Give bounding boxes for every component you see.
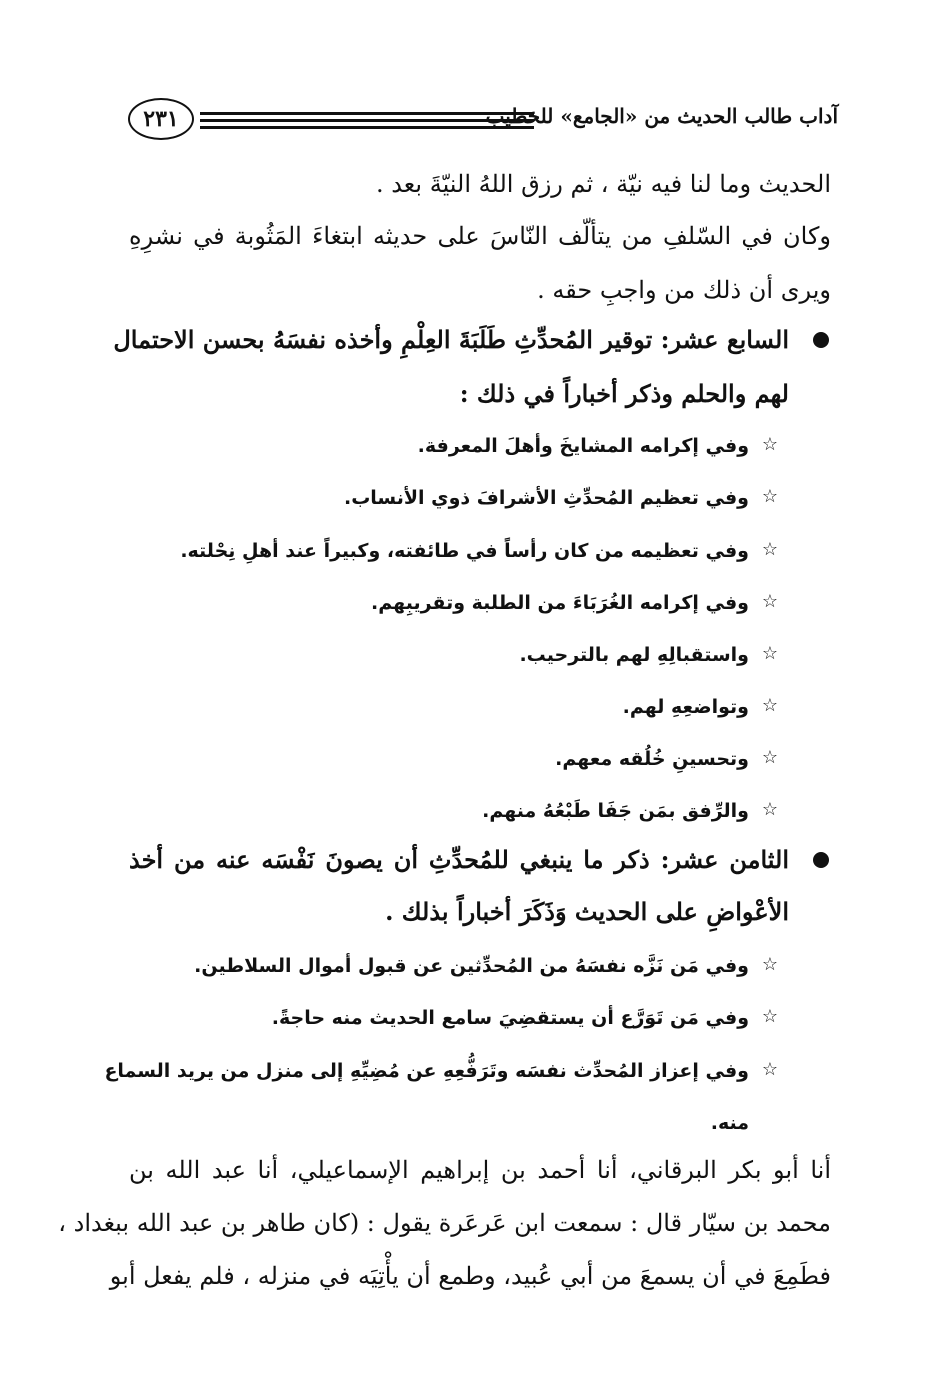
star-icon: ☆	[761, 539, 778, 560]
paragraph-line: ويرى أن ذلك من واجبِ حقه .	[537, 276, 831, 304]
sub-item: وفي مَن نَزَّه نفسَهُ من المُحدِّثين عن قبول أموال السلاطين.	[194, 955, 749, 977]
paragraph-line: محمد بن سيّار قال : سمعت ابن عَرعَرة يقول : (كان طاهر بن عبد الله ببغداد ،	[58, 1209, 831, 1237]
star-icon: ☆	[761, 747, 778, 768]
paragraph-line: أنا أبو بكر البرقاني، أنا أحمد بن إبراهيم الإسماعيلي، أنا عبد الله بن	[129, 1156, 831, 1184]
header-rule	[200, 112, 534, 115]
section-heading-line: الأعْواضِ على الحديث وَذَكَرَ أخباراً بذلك .	[385, 897, 789, 926]
star-icon: ☆	[761, 591, 778, 612]
sub-item: وفي إكرامه المشايخَ وأهلَ المعرفة.	[417, 435, 749, 457]
star-icon: ☆	[761, 643, 778, 664]
sub-item: وفي تعظيمه من كان رأساً في طائفته، وكبيراً عند أهلِ نِحْلته.	[180, 540, 749, 562]
running-title: آداب طالب الحديث من «الجامع» للخطيب	[485, 104, 838, 128]
star-icon: ☆	[761, 486, 778, 507]
running-header	[118, 96, 838, 144]
star-icon: ☆	[761, 954, 778, 975]
star-icon: ☆	[761, 1059, 778, 1080]
sub-item: وفي تعظيم المُحدِّثِ الأشرافَ ذوي الأنساب.	[343, 487, 749, 509]
sub-item: وتحسينِ خُلُقه معهم.	[555, 748, 749, 770]
paragraph-line: الحديث وما لنا فيه نيّة ، ثم رزق اللهُ النيّةَ بعد .	[375, 170, 831, 198]
bullet-icon	[813, 332, 829, 348]
header-rule	[200, 126, 534, 129]
bullet-icon	[813, 852, 829, 868]
sub-item: وفي إعزاز المُحدِّث نفسَه وتَرَفُّعِهِ عن مُضِيِّهِ إلى منزل من يريد السماع	[104, 1060, 749, 1082]
star-icon: ☆	[761, 799, 778, 820]
sub-item: واستقبالِهِ لهم بالترحيب.	[519, 644, 749, 666]
sub-item: وتواضعِهِ لهم.	[622, 696, 749, 718]
section-heading-line: الثامن عشر: ذكر ما ينبغي للمُحدِّثِ أن يصونَ نَفْسَه عنه من أخذ	[129, 845, 789, 874]
star-icon: ☆	[761, 1006, 778, 1027]
sub-item: والرِّفق بمَن جَفَا طَبْعُهُ منهم.	[482, 800, 749, 822]
paragraph-line: فطَمِعَ في أن يسمعَ من أبي عُبيد، وطمع أن يأْتِيَه في منزله ، فلم يفعل أبو	[109, 1262, 831, 1290]
section-heading-line: السابع عشر: توقير المُحدِّثِ طَلَبَةَ العِلْمِ وأخذه نفسَهُ بحسن الاحتمال	[113, 325, 789, 354]
page-number: ٢٣١	[128, 98, 194, 140]
paragraph-line: وكان في السّلفِ من يتألّف النّاسَ على حديثه ابتغاءَ المَثُوبة في نشرِهِ	[129, 222, 831, 250]
star-icon: ☆	[761, 695, 778, 716]
header-rule	[200, 119, 534, 122]
section-heading-line: لهم والحلم وذكر أخباراً في ذلك :	[459, 379, 789, 408]
sub-item: منه.	[710, 1112, 749, 1134]
sub-item: وفي إكرامه الغُرَبَاءَ من الطلبة وتقريبِهم.	[371, 592, 749, 614]
sub-item: وفي مَن تَوَرَّع أن يستقضِيَ سامع الحديث منه حاجةً.	[271, 1007, 749, 1029]
star-icon: ☆	[761, 434, 778, 455]
